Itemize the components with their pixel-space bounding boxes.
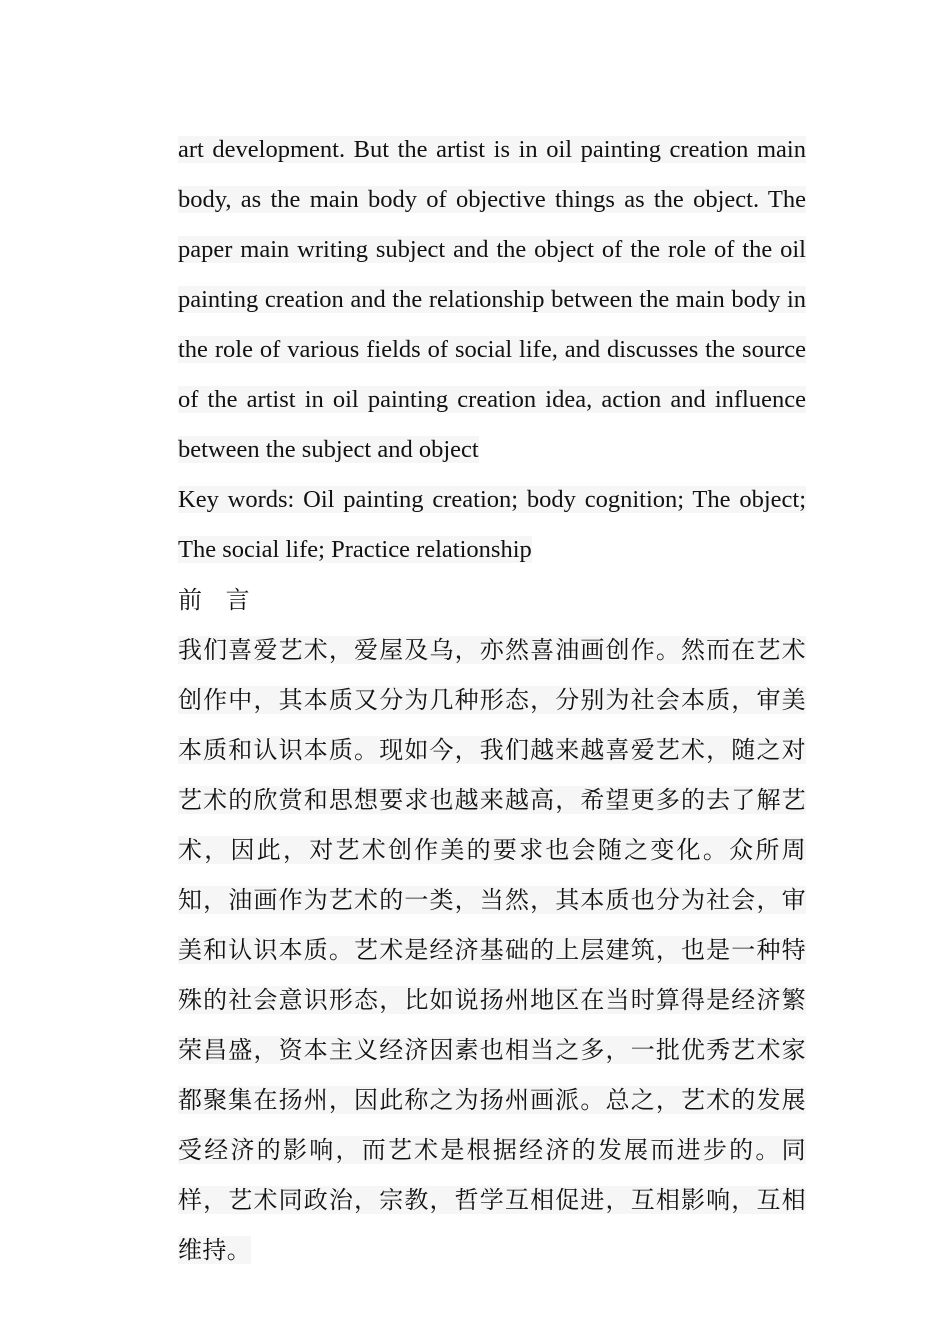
preface-heading: 前 言 [178, 586, 258, 614]
keywords-text: Key words: Oil painting creation; body cognition; The object; The social life; Practice relationship [178, 486, 806, 563]
abstract-text: art development. But the artist is in oil painting creation main body, as the main body of objective things as the object. The paper main writing subject and the object of the role of the oil painting creation and the relationship between the main body in the role of various fields of social life, and discusses the source of the artist in oil painting creation idea, action and influence between the subject and object [178, 136, 806, 463]
keywords-paragraph [178, 475, 806, 575]
preface-paragraph [178, 625, 806, 1275]
preface-body: 我们喜爱艺术，爱屋及乌，亦然喜油画创作。然而在艺术创作中，其本质又分为几种形态，分别为社会本质，审美本质和认识本质。现如今，我们越来越喜爱艺术，随之对艺术的欣赏和思想要求也越来越高，希望更多的去了解艺术，因此，对艺术创作美的要求也会随之变化。众所周知，油画作为艺术的一类，当然，其本质也分为社会，审美和认识本质。艺术是经济基础的上层建筑，也是一种特殊的社会意识形态，比如说扬州地区在当时算得是经济繁荣昌盛，资本主义经济因素也相当之多，一批优秀艺术家都聚集在扬州，因此称之为扬州画派。总之，艺术的发展受经济的影响，而艺术是根据经济的发展而进步的。同样，艺术同政治，宗教，哲学互相促进，互相影响，互相维持。 [178, 636, 806, 1264]
abstract-paragraph [178, 125, 806, 475]
document-page [178, 125, 806, 1275]
